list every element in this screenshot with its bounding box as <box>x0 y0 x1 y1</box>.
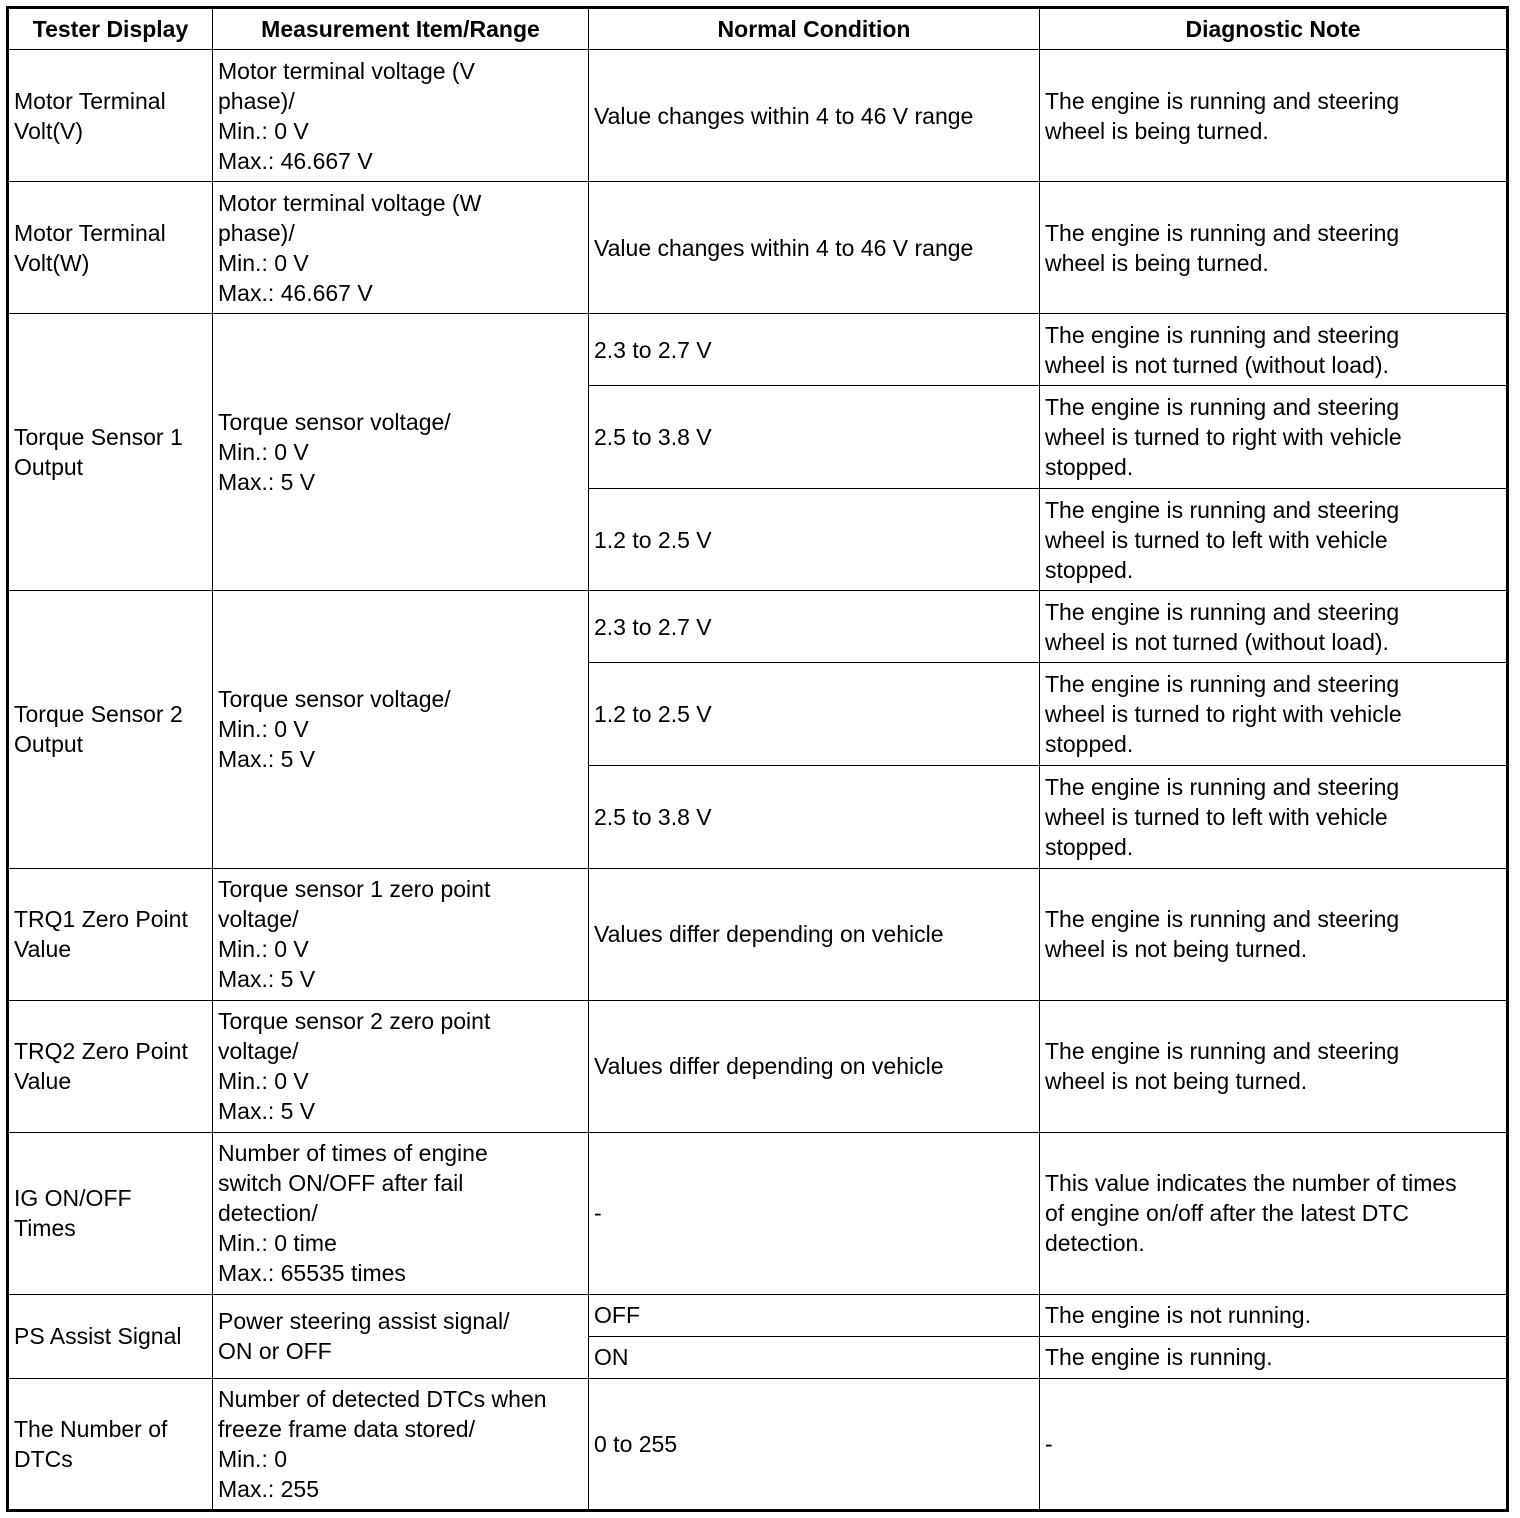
normal-condition-cell: 1.2 to 2.5 V <box>589 663 1040 766</box>
tester-display-cell: Torque Sensor 2 Output <box>8 591 213 868</box>
diagnostic-note-cell: The engine is running and steering wheel is not turned (without load). <box>1040 314 1508 386</box>
diagnostic-note-cell: The engine is running. <box>1040 1336 1508 1378</box>
normal-condition-cell: 2.5 to 3.8 V <box>589 386 1040 489</box>
measurement-cell: Torque sensor 2 zero point voltage/ Min.: 0 V Max.: 5 V <box>213 1000 589 1132</box>
diagnostic-note-cell: The engine is running and steering wheel is turned to right with vehicle stopped. <box>1040 663 1508 766</box>
table-row <box>8 50 1508 182</box>
table-row <box>8 182 1508 314</box>
table-row <box>8 314 1508 386</box>
normal-condition-cell: 2.5 to 3.8 V <box>589 766 1040 868</box>
table-header-row <box>8 8 1508 50</box>
tester-display-cell: Motor Terminal Volt(V) <box>8 50 213 182</box>
diagnostic-note-cell: - <box>1040 1378 1508 1510</box>
tester-display-cell: Motor Terminal Volt(W) <box>8 182 213 314</box>
measurement-cell: Number of times of engine switch ON/OFF after fail detection/ Min.: 0 time Max.: 65535 times <box>213 1132 589 1294</box>
tester-display-cell: TRQ2 Zero Point Value <box>8 1000 213 1132</box>
table-row <box>8 1378 1508 1510</box>
diagnostic-note-cell: This value indicates the number of times of engine on/off after the latest DTC detection. <box>1040 1132 1508 1294</box>
normal-condition-cell: 1.2 to 2.5 V <box>589 489 1040 591</box>
measurement-cell: Motor terminal voltage (V phase)/ Min.: 0 V Max.: 46.667 V <box>213 50 589 182</box>
diagnostic-note-cell: The engine is running and steering wheel is not being turned. <box>1040 1000 1508 1132</box>
tester-display-cell: IG ON/OFF Times <box>8 1132 213 1294</box>
diagnostic-note-cell: The engine is running and steering wheel is turned to left with vehicle stopped. <box>1040 489 1508 591</box>
normal-condition-cell: ON <box>589 1336 1040 1378</box>
normal-condition-cell: OFF <box>589 1294 1040 1336</box>
normal-condition-cell: Values differ depending on vehicle <box>589 1000 1040 1132</box>
tester-display-cell: TRQ1 Zero Point Value <box>8 868 213 1000</box>
measurement-cell: Number of detected DTCs when freeze frame data stored/ Min.: 0 Max.: 255 <box>213 1378 589 1510</box>
header-tester-display: Tester Display <box>8 8 213 50</box>
header-measurement-item: Measurement Item/Range <box>213 8 589 50</box>
table-row <box>8 1294 1508 1336</box>
diagnostic-note-cell: The engine is running and steering wheel is turned to left with vehicle stopped. <box>1040 766 1508 868</box>
diagnostic-note-cell: The engine is running and steering wheel is turned to right with vehicle stopped. <box>1040 386 1508 489</box>
normal-condition-cell: Value changes within 4 to 46 V range <box>589 182 1040 314</box>
diagnostic-note-cell: The engine is not running. <box>1040 1294 1508 1336</box>
diagnostic-data-table <box>6 6 1509 1512</box>
header-normal-condition: Normal Condition <box>589 8 1040 50</box>
measurement-cell: Motor terminal voltage (W phase)/ Min.: 0 V Max.: 46.667 V <box>213 182 589 314</box>
table-row <box>8 868 1508 1000</box>
tester-display-cell: Torque Sensor 1 Output <box>8 314 213 591</box>
normal-condition-cell: - <box>589 1132 1040 1294</box>
measurement-cell: Torque sensor voltage/ Min.: 0 V Max.: 5 V <box>213 591 589 868</box>
header-diagnostic-note: Diagnostic Note <box>1040 8 1508 50</box>
measurement-cell: Torque sensor voltage/ Min.: 0 V Max.: 5 V <box>213 314 589 591</box>
measurement-cell: Power steering assist signal/ ON or OFF <box>213 1294 589 1378</box>
tester-display-cell: The Number of DTCs <box>8 1378 213 1510</box>
table-row <box>8 1132 1508 1294</box>
tester-display-cell: PS Assist Signal <box>8 1294 213 1378</box>
diagnostic-note-cell: The engine is running and steering wheel is not turned (without load). <box>1040 591 1508 663</box>
normal-condition-cell: 2.3 to 2.7 V <box>589 314 1040 386</box>
measurement-cell: Torque sensor 1 zero point voltage/ Min.: 0 V Max.: 5 V <box>213 868 589 1000</box>
table-row <box>8 591 1508 663</box>
normal-condition-cell: 2.3 to 2.7 V <box>589 591 1040 663</box>
diagnostic-note-cell: The engine is running and steering wheel is being turned. <box>1040 182 1508 314</box>
diagnostic-note-cell: The engine is running and steering wheel is being turned. <box>1040 50 1508 182</box>
normal-condition-cell: Values differ depending on vehicle <box>589 868 1040 1000</box>
normal-condition-cell: Value changes within 4 to 46 V range <box>589 50 1040 182</box>
diagnostic-note-cell: The engine is running and steering wheel is not being turned. <box>1040 868 1508 1000</box>
normal-condition-cell: 0 to 255 <box>589 1378 1040 1510</box>
table-row <box>8 1000 1508 1132</box>
